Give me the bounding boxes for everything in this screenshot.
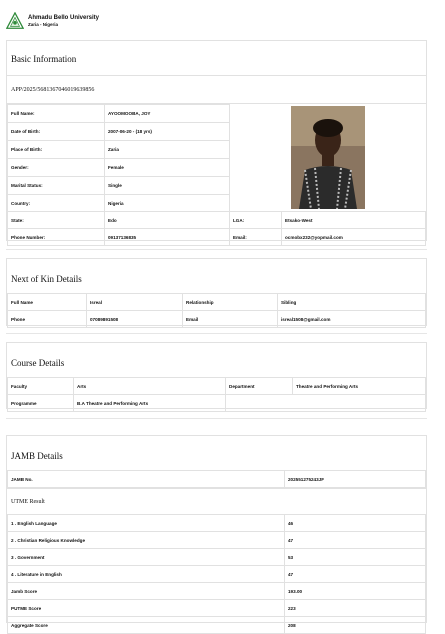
label: PUTME Score: [8, 600, 285, 617]
label: Country:: [8, 195, 105, 212]
course-details-title: Course Details: [11, 358, 65, 368]
table-row: [8, 532, 426, 549]
applicant-photo: [291, 106, 365, 209]
phone-value: 09137136835: [105, 229, 230, 246]
label: Relationship: [183, 294, 278, 311]
gender-value: Female: [105, 159, 230, 177]
next-of-kin-card: [6, 258, 427, 326]
label: Programme: [8, 395, 74, 412]
basic-info-card: [6, 40, 427, 241]
label: JAMB No.: [8, 471, 285, 488]
application-number: APP/2025/5681367046019639856: [7, 75, 426, 103]
subject-score: 47: [285, 566, 426, 583]
table-row: [8, 583, 426, 600]
label: Department: [226, 378, 293, 395]
pob-value: Zaria: [105, 141, 230, 159]
label: Full Name: [8, 294, 87, 311]
jamb-number-value: 202551275243JF: [285, 471, 426, 488]
subject-score: 47: [285, 532, 426, 549]
page-header: [6, 9, 99, 33]
label: Jamb Score: [8, 583, 285, 600]
divider: [6, 249, 427, 250]
subject-name: 4 . Literature in English: [8, 566, 285, 583]
university-name: Ahmadu Bello University: [28, 15, 100, 21]
divider: [6, 418, 427, 419]
subject-name: 3 . Government: [8, 549, 285, 566]
utme-result-title: UTME Result: [7, 488, 426, 514]
university-block: [28, 14, 99, 28]
state-value: Edo: [105, 212, 230, 229]
jamb-number-table: [7, 470, 426, 488]
marital-value: Single: [105, 177, 230, 195]
label: Email: [183, 311, 278, 328]
label: Aggregate Score: [8, 617, 285, 634]
kin-relationship-value: Sibling: [278, 294, 426, 311]
label: Gender:: [8, 159, 105, 177]
label: Phone Number:: [8, 229, 105, 246]
table-row: [8, 566, 426, 583]
university-logo-icon: [6, 12, 24, 30]
dob-value: 2007-06-20 - (18 yrs): [105, 123, 230, 141]
country-value: Nigeria: [105, 195, 230, 212]
basic-info-title: Basic Information: [11, 54, 77, 64]
empty-cell: [226, 395, 426, 412]
label: LGA:: [230, 212, 282, 229]
department-value: Theatre and Performing Arts: [293, 378, 426, 395]
label: State:: [8, 212, 105, 229]
course-details-card: [6, 342, 427, 409]
faculty-value: Arts: [74, 378, 226, 395]
lga-value: Etsako-West: [282, 212, 426, 229]
subject-name: 2 . Christian Religious Knowledge: [8, 532, 285, 549]
course-table: [7, 377, 426, 412]
label: Marital Status:: [8, 177, 105, 195]
table-row: [8, 515, 426, 532]
university-location: Zaria - Nigeria: [28, 22, 59, 27]
contact-table: [7, 211, 426, 246]
jamb-details-card: [6, 435, 427, 628]
label: Place of Birth:: [8, 141, 105, 159]
divider: [6, 333, 427, 334]
putme-score-value: 223: [285, 600, 426, 617]
kin-email-value: isreal1508@gmail.com: [278, 311, 426, 328]
email-value: ocmobx232@yopmail.com: [282, 229, 426, 246]
aggregate-score-value: 208: [285, 617, 426, 634]
subject-name: 1 . English Language: [8, 515, 285, 532]
applicant-photo-image: [291, 106, 365, 209]
subject-score: 53: [285, 549, 426, 566]
personal-details-table: [7, 104, 230, 212]
subject-score: 46: [285, 515, 426, 532]
label: Full Name:: [8, 105, 105, 123]
kin-name-value: Isreal: [87, 294, 183, 311]
table-row: [8, 600, 426, 617]
programme-value: B.A Theatre and Performing Arts: [74, 395, 226, 412]
label: Faculty: [8, 378, 74, 395]
table-row: [8, 549, 426, 566]
kin-phone-value: 07089891508: [87, 311, 183, 328]
label: Date of Birth:: [8, 123, 105, 141]
full-name-value: AYOOMOOBA, JOY: [105, 105, 230, 123]
next-of-kin-table: [7, 293, 426, 328]
jamb-score-value: 193.00: [285, 583, 426, 600]
jamb-details-title: JAMB Details: [11, 451, 63, 461]
utme-result-table: [7, 514, 426, 634]
next-of-kin-title: Next of Kin Details: [11, 274, 82, 284]
label: Phone: [8, 311, 87, 328]
label: Email:: [230, 229, 282, 246]
